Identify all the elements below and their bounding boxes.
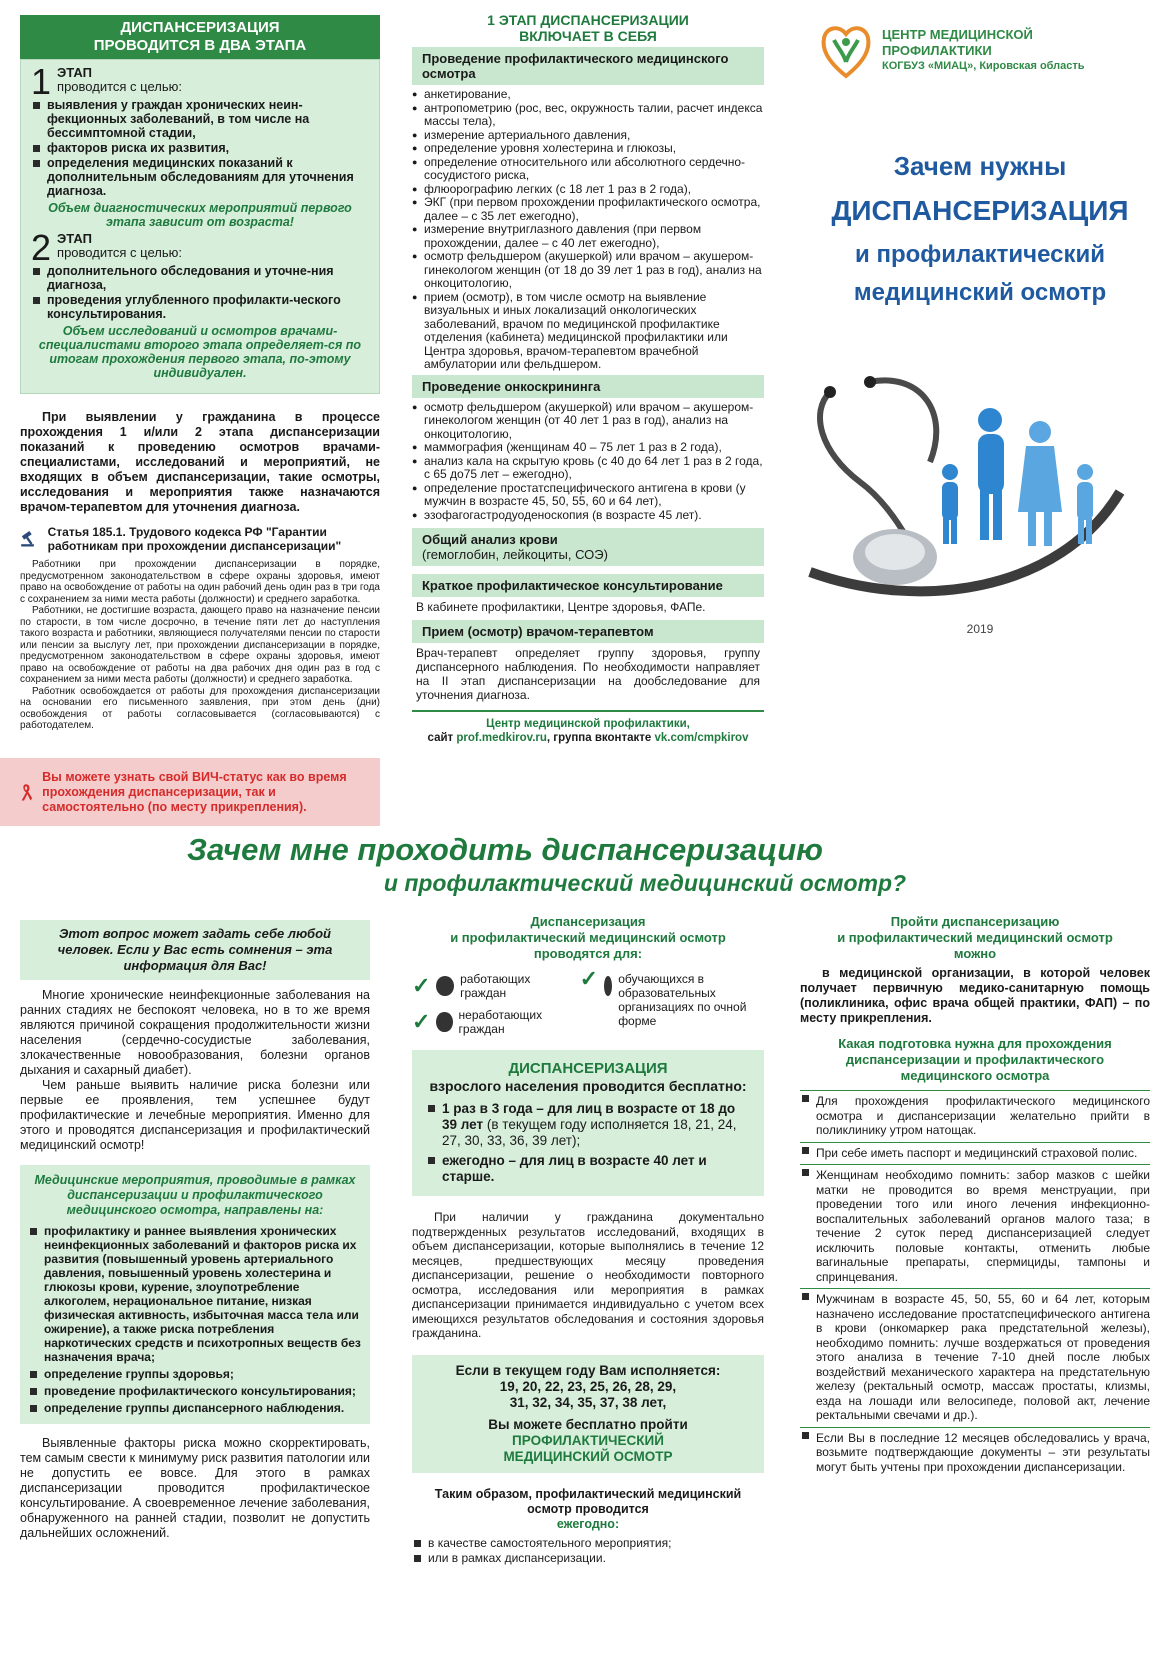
heart-logo-icon xyxy=(820,20,872,80)
where-header: Пройти диспансеризацию и профилактический медицинский осмотр можно xyxy=(837,914,1113,961)
year-label: 2019 xyxy=(966,622,994,636)
law-paragraph: Работник освобождается от работы для прохождения диспансеризации на основании его письменного заявления, при этом день (дни) освобождения от работы согласовывается (согласовываются) с работодателем. xyxy=(20,685,380,731)
stages-header: ДИСПАНСЕРИЗАЦИЯ ПРОВОДИТСЯ В ДВА ЭТАПА xyxy=(20,15,380,59)
list-item: ● измерение артериального давления, xyxy=(412,129,764,143)
where-paragraph: в медицинской организации, в которой человек получает первичную медико-санитарную помощь (поликлиника, офис врача общей практики, ФАП) – по месту прикрепления. xyxy=(800,966,1150,1025)
list-item: факторов риска их развития, xyxy=(31,141,369,155)
law-title: Статья 185.1. Трудового кодекса РФ "Гарантии работникам при прохождении диспансеризации" xyxy=(47,525,342,553)
list-item: 1 раз в 3 года – для лиц в возрасте от 18 до 39 лет (в текущем году исполняется 18, 21, 24, 27, 30, 33, 36, 39 лет); xyxy=(426,1101,750,1149)
measures-title: Медицинские мероприятия, проводимые в рамках диспансеризации и профилактического медицинского осмотра, направлены на: xyxy=(34,1173,356,1217)
who-groups xyxy=(412,966,764,1036)
preparation-title: Какая подготовка нужна для прохождения диспансеризации и профилактического медицинского осмотра xyxy=(838,1036,1112,1083)
stage-1-note: Объем диагностических мероприятий первого этапа зависит от возраста! xyxy=(48,201,352,229)
list-item: ● флюорографию легких (с 18 лет 1 раз в 2 года), xyxy=(412,183,764,197)
who-item-students: ✓ обучающихся в образовательных организациях по очной форме xyxy=(579,966,747,1028)
stage-2-number: 2 xyxy=(31,227,52,268)
list-item: ● маммография (женщинам 40 – 75 лет 1 раз в 2 года), xyxy=(412,441,764,455)
section-oncoscreening: Проведение онкоскрининга xyxy=(412,375,764,398)
results-paragraph: При наличии у гражданина документально подтвержденных результатов исследований, входящих в объем диспансеризации, которые выполнялись в течение 12 месяцев, предшествующих месяцу проведения диспансеризации, решение о необходимости повторного осмотра, исследования или мероприятия в рамках диспансеризации принимается индивидуально с учетом всех имеющихся результатов обследования и состояния здоровья гражданина. xyxy=(412,1210,764,1340)
section-consulting: Краткое профилактическое консультирование xyxy=(412,574,764,597)
red-ribbon-icon xyxy=(20,769,32,815)
consulting-text: В кабинете профилактики, Центре здоровья, ФАПе. xyxy=(416,600,706,614)
list-item: или в рамках диспансеризации. xyxy=(412,1551,764,1565)
org-logo: ЦЕНТР МЕДИЦИНСКОЙ ПРОФИЛАКТИКИ КОГБУЗ «МИАЦ», Кировская область xyxy=(820,20,1160,80)
section-therapist: Прием (осмотр) врачом-терапевтом xyxy=(412,620,764,643)
law-text xyxy=(20,559,380,732)
main-question-title: Зачем мне проходить диспансеризацию и профилактический медицинский осмотр? xyxy=(187,832,907,896)
free-box: ДИСПАНСЕРИЗАЦИЯ взрослого населения проводится бесплатно: 1 раз в 3 года – для лиц в возрасте от 18 до 39 лет (в текущем году исполняется 18, 21, 24, 27, 30, 33, 36, 39 лет); ежегодно – для лиц в возрасте 40 лет и старше. xyxy=(412,1050,764,1196)
list-item: ● анкетирование, xyxy=(412,88,764,102)
preparation-list xyxy=(800,1090,1150,1474)
law-paragraph: Работники при прохождении диспансеризации в порядке, предусмотренном законодательством в сфере охраны здоровья, имеют право на освобождение от работы на один рабочий день один раз в три года с сохранением за ними места работы (должности) и среднего заработка. xyxy=(20,559,380,605)
list-item: ● эзофагогастродуоденоскопия (в возрасте 45 лет). xyxy=(412,509,764,523)
list-item: ● анализ кала на скрытую кровь (с 40 до 64 лет 1 раз в 2 года, с 65 до75 лет – ежегодно), xyxy=(412,455,764,482)
graduate-icon xyxy=(604,976,612,996)
who-column xyxy=(412,914,764,1566)
list-item: Если Вы в последние 12 месяцев обследовались у врача, возьмите подтверждающие документы – эти результаты могут быть учтены при прохождении диспансеризации. xyxy=(800,1427,1150,1475)
list-item: Для прохождения профилактического медицинского осмотра и диспансеризации желательно прийти в поликлинику утром натощак. xyxy=(800,1090,1150,1138)
cover-title: Зачем нужны ДИСПАНСЕРИЗАЦИЯ и профилактический медицинский осмотр xyxy=(831,151,1129,306)
gavel-icon xyxy=(20,525,40,553)
list-item: ежегодно – для лиц в возрасте 40 лет и старше. xyxy=(426,1153,750,1185)
measures-box xyxy=(20,1165,370,1424)
person-icon xyxy=(436,1012,452,1032)
section-prof-exam: Проведение профилактического медицинского осмотра xyxy=(412,47,764,85)
annual-note: Таким образом, профилактический медицинский осмотр проводится ежегодно: xyxy=(434,1486,742,1531)
list-item: выявления у граждан хронических неин-фекционных заболеваний, в том числе на бессимптомной стадии, xyxy=(31,98,369,140)
vk-link[interactable]: vk.com/cmpkirov xyxy=(654,732,749,744)
list-item: дополнительного обследования и уточне-ния диагноза, xyxy=(31,264,369,292)
list-item: ● прием (осмотр), в том числе осмотр на выявление визуальных и иных локализаций онкологических заболеваний, врачом по медицинской профилактике отделения (кабинета) медицинской профилактики или Центра здоровья, врачом-терапевтом врачебной амбулатории или фельдшером. xyxy=(412,291,764,372)
prof-exam-list xyxy=(412,88,764,372)
section-blood-test: Общий анализ крови (гемоглобин, лейкоциты, СОЭ) xyxy=(412,528,764,566)
cover-column xyxy=(800,20,1160,636)
stethoscope-family-illustration xyxy=(800,372,1140,602)
stage-1-title: ЭТАП xyxy=(57,65,92,80)
list-item: ● осмотр фельдшером (акушеркой) или врачом – акушером-гинекологом женщин (от 40 лет 1 раз в год), анализ на онкоцитологию, xyxy=(412,401,764,442)
list-item: проведения углубленного профилакти-ческого консультирования. xyxy=(31,293,369,321)
stage-1-head xyxy=(31,61,369,102)
list-item: ● определение относительного или абсолютного сердечно-сосудистого риска, xyxy=(412,156,764,183)
list-item: Женщинам необходимо помнить: забор мазков с шейки матки не проводится во время менструации, при проведении того или иного лечения инфекционно-воспалительных заболеваний органов малого таза; в течение 2 суток перед диспансеризацией следует исключить половые контакты, отменить любые вагинальные препараты, спермициды, тампоны и спринцевания. xyxy=(800,1164,1150,1284)
list-item: ● ЭКГ (при первом прохождении профилактического осмотра, далее – с 35 лет ежегодно), xyxy=(412,196,764,223)
where-column xyxy=(800,914,1150,1475)
stage1-contents-header: 1 ЭТАП ДИСПАНСЕРИЗАЦИИ ВКЛЮЧАЕТ В СЕБЯ xyxy=(487,12,689,44)
list-item: ● антропометрию (рос, вес, окружность талии, расчет индекса массы тела), xyxy=(412,102,764,129)
oncoscreening-list xyxy=(412,401,764,523)
specialists-paragraph: При выявлении у гражданина в процессе прохождения 1 и/или 2 этапа диспансеризации показаний к проведению осмотров врачами-специалистами, исследований и мероприятий, не входящих в объем диспансеризации, такие осмотры, исследования и мероприятия также назначаются врачом-терапевтом для уточнения диагноза. xyxy=(20,410,380,514)
list-item: ● определение простатспецифического антигена в крови (у мужчин в возрасте 45, 50, 55, 60 и 64 лет), xyxy=(412,482,764,509)
list-item: При себе иметь паспорт и медицинский страховой полис. xyxy=(800,1142,1150,1161)
measures-list xyxy=(28,1224,362,1415)
check-icon: ✓ xyxy=(412,1009,431,1034)
why-column xyxy=(20,920,370,1541)
worker-icon xyxy=(436,976,454,996)
hiv-text: Вы можете узнать свой ВИЧ-статус как во время прохождения диспансеризации, так и самостоятельно (по месту прикрепления). xyxy=(42,769,347,814)
list-item: Мужчинам в возрасте 45, 50, 55, 60 и 64 лет, которым назначено исследование простатспецифического антигена в крови (онкомаркер рака предстательной железы), необходимо помнить: лучше воздержаться от проведения этого анализа в течение 7-10 дней после любых воздействий механического характера на предстательную железу (ректальный осмотр, массаж простаты, клизмы, езда на лошади или велосипеде, половой акт, лечение ректальными свечами и др.). xyxy=(800,1288,1150,1423)
check-icon: ✓ xyxy=(579,966,599,991)
stages-panel xyxy=(20,59,380,394)
list-item: ● измерение внутриглазного давления (при первом прохождении, далее – с 40 лет ежегодно), xyxy=(412,223,764,250)
stage-2-title: ЭТАП xyxy=(57,231,92,246)
list-item: ● определение уровня холестерина и глюкозы, xyxy=(412,142,764,156)
list-item: определение группы здоровья; xyxy=(28,1367,362,1381)
stage-2-subtitle: проводится с целью: xyxy=(57,245,182,260)
law-paragraph: Работники, не достигшие возраста, дающего право на назначение пенсии по старости, в том числе досрочно, в течение пяти лет до наступления такого возраста и работники, являющиеся получателями пенсии по старости или пенсии за выслугу лет, при прохождении диспансеризации в порядке, предусмотренном законодательством в сфере охраны здоровья, имеют право на освобождение от работы на два рабочих дня один раз в год с сохранением за ними места работы (должности) и среднего заработка. xyxy=(20,605,380,685)
why-paragraph-1: Многие хронические неинфекционные заболевания на ранних стадиях не беспокоят человека, но в то же время являются причиной сокращения продолжительности жизни населения (сердечно-сосудистые заболевания, злокачественные новообразования, болезни органов дыхания и сахарный диабет). xyxy=(20,988,370,1077)
stage-1-list xyxy=(31,98,369,198)
therapist-text: Врач-терапевт определяет группу здоровья, группу диспансерного наблюдения. По необходимости направляет на II этап диспансеризации на дообследование для уточнения диагноза. xyxy=(416,646,760,702)
hiv-banner xyxy=(0,758,380,826)
list-item: определения медицинских показаний к дополнительным обследованиям для уточнения диагноза. xyxy=(31,156,369,198)
stage-2-head xyxy=(31,227,369,268)
why-paragraph-3: Выявленные факторы риска можно скорректировать, тем самым свести к минимуму риск развития патологии или не допустить ее вовсе. Для этого в рамках диспансеризации проводится профилактическое консультирование. А своевременное лечение заболевания, обнаруженного на ранней стадии, позволит не допустить дальнейших осложнений. xyxy=(20,1436,370,1540)
list-item: профилактику и раннее выявления хронических неинфекционных заболеваний и факторов риска их развития (повышенный уровень артериального давления, повышенный уровень холестерина и глюкозы крови, курение, злоупотребление алкоголем, нерациональное питание, низкая физическая активность, избыточная масса тела или ожирение), а также риска потребления наркотических средств и психотропных веществ без назначения врача; xyxy=(28,1224,362,1364)
why-paragraph-2: Чем раньше выявить наличие риска болезни или первые ее проявления, тем успешнее будут профилактические и лечебные мероприятия. Именно для этого и проводятся диспансеризация и профилактический медицинский осмотр! xyxy=(20,1078,370,1152)
contacts-footer: Центр медицинской профилактики, сайт prof.medkirov.ru, группа вконтакте vk.com/cmpkirov xyxy=(412,710,764,745)
stage-2-list xyxy=(31,264,369,321)
who-header: Диспансеризация и профилактический медицинский осмотр проводятся для: xyxy=(450,914,726,961)
free-list xyxy=(426,1101,750,1185)
annual-list xyxy=(412,1536,764,1565)
list-item: проведение профилактического консультирования; xyxy=(28,1384,362,1398)
site-link[interactable]: prof.medkirov.ru xyxy=(456,732,547,744)
check-icon: ✓ xyxy=(412,973,431,998)
list-item: определение группы диспансерного наблюдения. xyxy=(28,1401,362,1415)
list-item: ● осмотр фельдшером (акушеркой) или врачом – акушером-гинекологом женщин (от 18 до 39 лет 1 раз в год), анализ на онкоцитологию, xyxy=(412,250,764,291)
stage-1-number: 1 xyxy=(31,61,52,102)
law-block xyxy=(20,525,380,553)
stages-column xyxy=(20,15,380,732)
list-item: в качестве самостоятельного мероприятия; xyxy=(412,1536,764,1550)
why-intro: Этот вопрос может задать себе любой человек. Если у Вас есть сомнения – эта информация для Вас! xyxy=(20,920,370,980)
who-item-working: ✓ работающих граждан xyxy=(412,972,531,1000)
who-item-nonworking: ✓ неработающих граждан xyxy=(412,1008,543,1036)
stage-2-note: Объем исследований и осмотров врачами-специалистами второго этапа определяет-ся по итогам прохождения первого этапа, по-этому индивидуален. xyxy=(38,324,362,380)
ages-box: Если в текущем году Вам исполняется: 19, 20, 22, 23, 25, 26, 28, 29, 31, 32, 34, 35, 37, 38 лет, Вы можете бесплатно пройти ПРОФИЛАКТИЧЕСКИЙ МЕДИЦИНСКИЙ ОСМОТР xyxy=(412,1355,764,1473)
stage-1-subtitle: проводится с целью: xyxy=(57,79,182,94)
stage1-contents-column xyxy=(412,12,764,745)
